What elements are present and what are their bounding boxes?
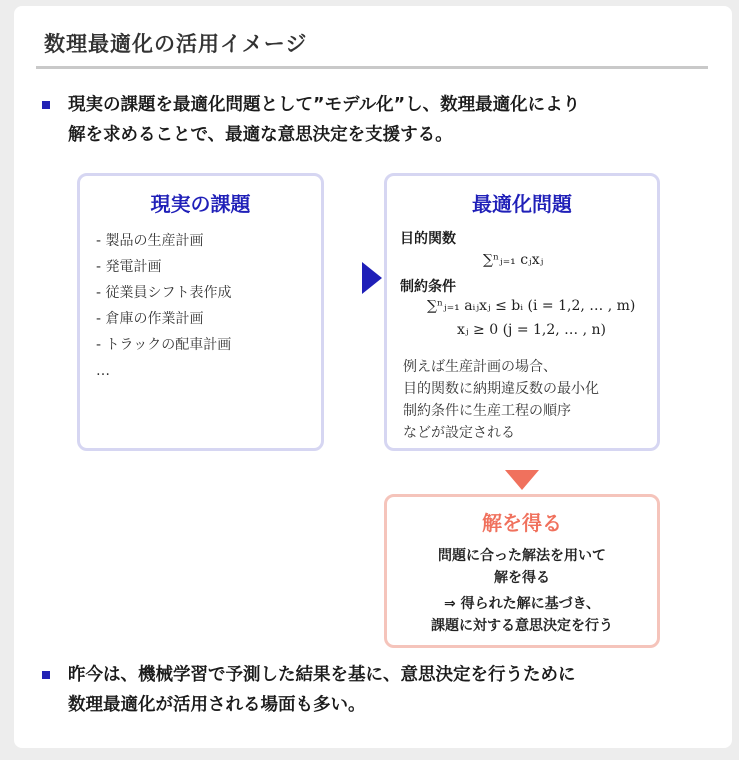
arrow-right-icon	[362, 262, 382, 294]
list-item: …	[96, 363, 110, 379]
solution-line-4: 課題に対する意思決定を行う	[431, 618, 613, 634]
solution-body	[387, 545, 657, 637]
list-item: - トラックの配車計画	[96, 337, 232, 353]
intro-line-1: 現実の課題を最適化問題として”モデル化”し、数理最適化により	[68, 95, 581, 115]
list-item: - 従業員シフト表作成	[96, 285, 232, 301]
bullet-square-icon	[42, 101, 50, 109]
real-problem-heading: 現実の課題	[150, 192, 251, 216]
closing-line-2: 数理最適化が活用される場面も多い。	[68, 695, 366, 715]
closing-bullet	[42, 660, 702, 720]
solution-line-1: 問題に合った解法を用いて	[438, 548, 606, 564]
intro-line-2: 解を求めることで、最適な意思決定を支援する。	[68, 125, 453, 145]
solution-line-2: 解を得る	[494, 570, 550, 586]
arrow-down-icon	[505, 470, 539, 490]
intro-bullet	[42, 90, 702, 150]
optimization-heading: 最適化問題	[472, 192, 572, 216]
note-line: 例えば生産計画の場合、	[403, 359, 557, 375]
slide-card	[14, 6, 732, 748]
constraint-label: 制約条件	[400, 279, 456, 295]
slide-title: 数理最適化の活用イメージ	[44, 32, 308, 56]
optimization-note	[403, 356, 599, 444]
constraint-formula-1: ∑ⁿⱼ₌₁ aᵢⱼxⱼ ≤ bᵢ (i = 1,2, … , m)	[427, 298, 636, 314]
objective-formula: ∑ⁿⱼ₌₁ cⱼxⱼ	[483, 252, 544, 268]
constraint-formula-2: xⱼ ≥ 0 (j = 1,2, … , n)	[457, 322, 607, 338]
list-item: - 製品の生産計画	[96, 233, 204, 249]
objective-label: 目的関数	[400, 231, 456, 247]
list-item: - 倉庫の作業計画	[96, 311, 204, 327]
closing-line-1: 昨今は、機械学習で予測した結果を基に、意思決定を行うために	[68, 665, 576, 685]
bullet-square-icon	[42, 671, 50, 679]
solution-line-3: ⇒ 得られた解に基づき、	[443, 596, 601, 612]
note-line: などが設定される	[403, 425, 515, 441]
real-problem-box	[77, 173, 324, 451]
title-divider	[36, 66, 708, 69]
optimization-box	[384, 173, 660, 451]
solution-heading: 解を得る	[482, 511, 562, 535]
note-line: 制約条件に生産工程の順序	[403, 403, 571, 419]
real-problem-list	[96, 228, 232, 384]
list-item: - 発電計画	[96, 259, 162, 275]
note-line: 目的関数に納期違反数の最小化	[403, 381, 599, 397]
solution-box	[384, 494, 660, 648]
